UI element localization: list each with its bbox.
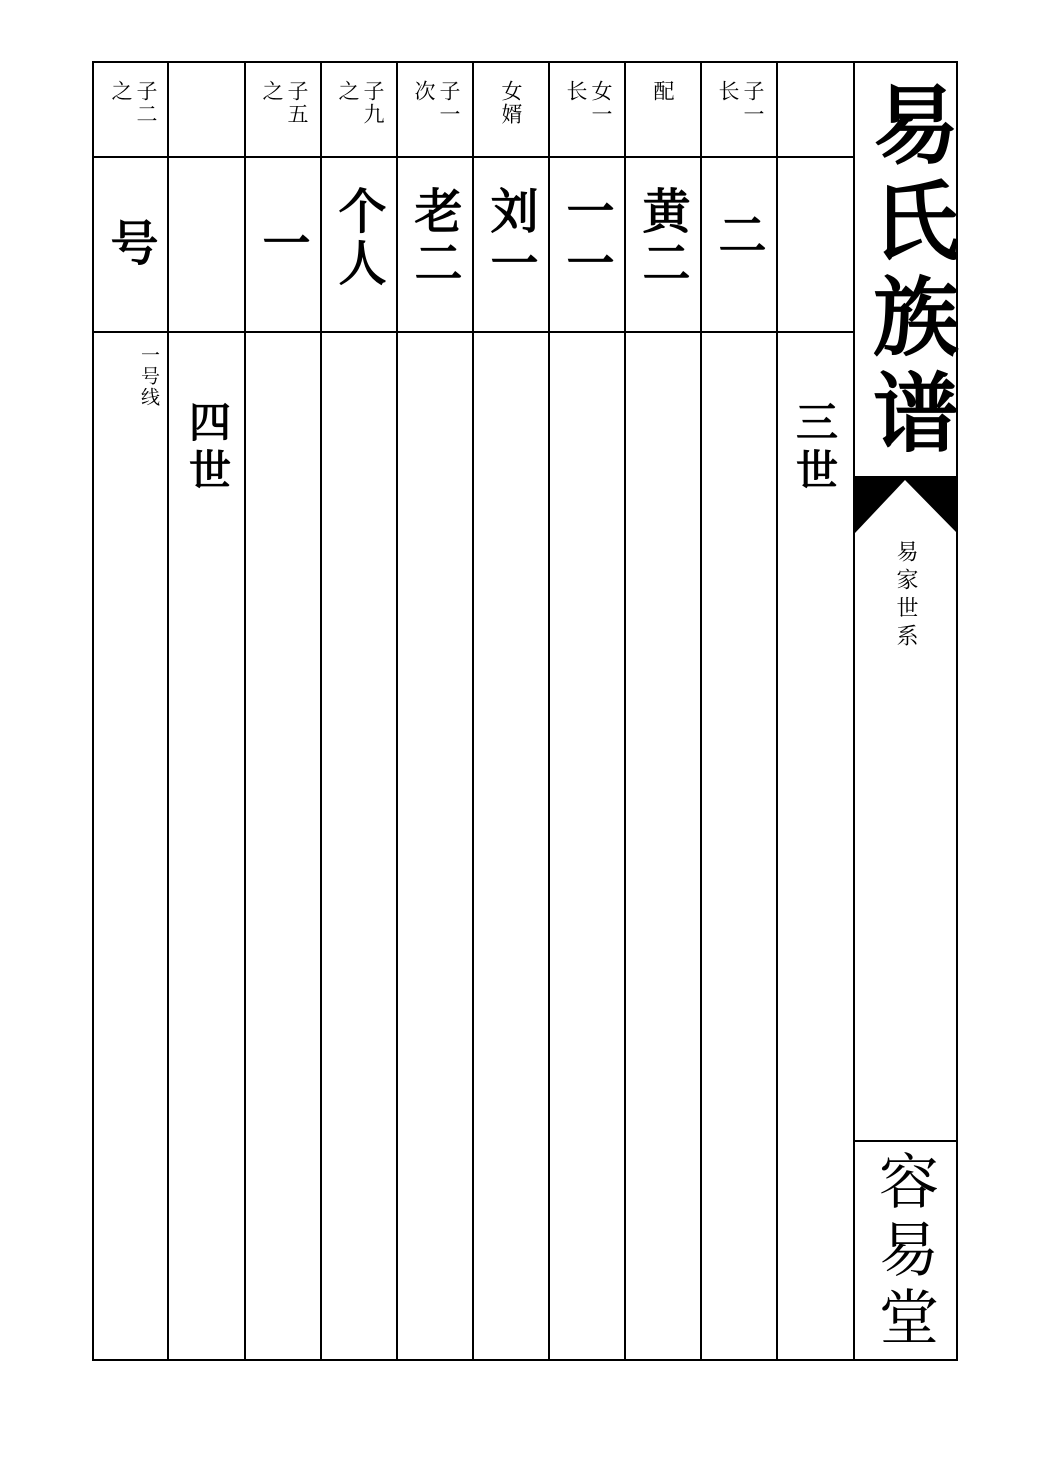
relation-note: 子九之 (336, 80, 385, 126)
column-divider (700, 61, 702, 1361)
column-divider (167, 61, 169, 1361)
title-ribbon-ornament (855, 478, 957, 533)
member-name: 号 (102, 218, 158, 270)
row-divider-name (92, 331, 855, 333)
relation-note: 配 (651, 80, 675, 103)
member-name: 黄二 (634, 186, 690, 290)
relation-note: 子五之 (260, 80, 309, 126)
relation-note: 子一长 (716, 80, 765, 126)
genealogy-title: 易氏族谱 (858, 80, 959, 464)
member-name: 二 (710, 210, 766, 262)
line-number-note: 一号线 (138, 345, 160, 408)
column-divider (244, 61, 246, 1361)
relation-note: 女一长 (564, 80, 613, 126)
column-divider (320, 61, 322, 1361)
column-divider (472, 61, 474, 1361)
genealogy-subtitle: 易家世系 (893, 540, 918, 652)
relation-note: 子一次 (412, 80, 461, 126)
member-name: 个人 (330, 186, 386, 290)
row-divider-note (92, 156, 855, 158)
relation-note: 女婿 (499, 80, 523, 126)
column-divider (776, 61, 778, 1361)
column-divider (548, 61, 550, 1361)
member-name: 一 (254, 218, 310, 270)
member-name: 刘一 (482, 186, 538, 290)
relation-note: 子二之 (109, 80, 158, 126)
member-name: 一一 (558, 186, 614, 290)
ancestral-hall-name: 容易堂 (869, 1150, 939, 1354)
hall-divider (855, 1140, 957, 1142)
generation-third-label: 三世 (790, 400, 839, 496)
column-divider (624, 61, 626, 1361)
member-name: 老二 (406, 186, 462, 290)
column-divider (853, 61, 855, 1361)
column-divider (396, 61, 398, 1361)
generation-fourth-label: 四世 (183, 400, 232, 496)
